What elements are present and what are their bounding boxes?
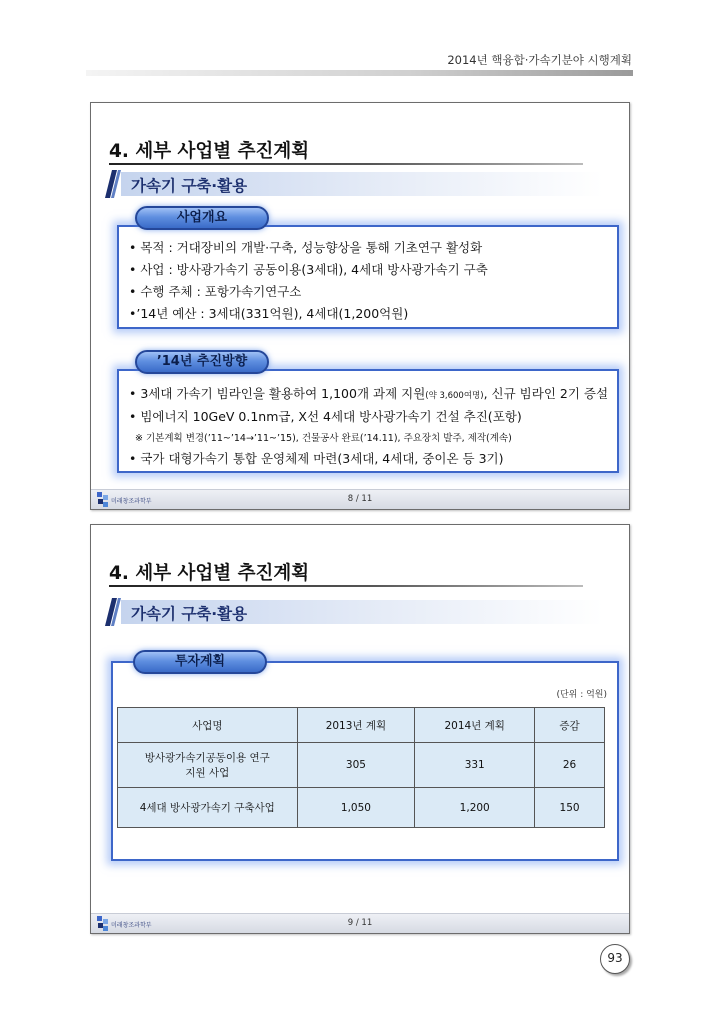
table-cell-name: 방사광가속기공동이용 연구 지원 사업 <box>118 743 298 788</box>
document-page-number: 93 <box>600 944 630 974</box>
overview-box <box>117 225 619 329</box>
subtitle-banner <box>103 169 603 199</box>
direction-note: ※ 기본계획 변경(’11~’14→’11~’15), 건물공사 완료(’14.11), 주요장치 발주, 제작(계속) <box>135 433 512 444</box>
unit-note: (단위 : 억원) <box>556 690 607 700</box>
slide-8 <box>90 102 630 510</box>
slide-footer <box>91 489 629 509</box>
direction-box <box>117 369 619 473</box>
title-underline <box>109 585 583 587</box>
banner-slash-icon <box>103 170 121 198</box>
ministry-name: 미래창조과학부 <box>111 922 152 929</box>
table-header-row <box>118 708 605 743</box>
direction-item-2: • 빔에너지 10GeV 0.1nm급, X선 4세대 방사광가속기 건설 추진(포항) <box>129 409 522 424</box>
overview-item: • 수행 주체 : 포항가속기연구소 <box>129 284 302 299</box>
direction-item-3: • 국가 대형가속기 통합 운영체제 마련(3세대, 4세대, 중이온 등 3기) <box>129 451 504 466</box>
column-header: 2013년 계획 <box>297 708 415 743</box>
table-cell: 1,200 <box>415 788 535 828</box>
overview-label: 사업개요 <box>135 206 269 230</box>
column-header: 2014년 계획 <box>415 708 535 743</box>
direction-item-1: • 3세대 가속기 빔라인을 활용하여 1,100개 과제 지원(약 3,600여명), 신규 빔라인 2기 증설 <box>129 386 609 401</box>
direction-label: ’14년 추진방향 <box>135 350 269 374</box>
slide-page-number: 8 / 11 <box>347 494 373 504</box>
table-cell: 1,050 <box>297 788 415 828</box>
investment-table <box>117 707 605 828</box>
slide-title: 4. 세부 사업별 추진계획 <box>109 563 310 584</box>
document-header-title: 2014년 핵융합·가속기분야 시행계획 <box>447 53 632 67</box>
slide-footer <box>91 913 629 933</box>
investment-label: 투자계획 <box>133 650 267 674</box>
table-cell: 150 <box>535 788 605 828</box>
subtitle-label: 가속기 구축·활용 <box>131 177 248 195</box>
table-row <box>118 788 605 828</box>
table-cell: 26 <box>535 743 605 788</box>
slide-9 <box>90 524 630 934</box>
banner-slash-icon <box>103 598 121 626</box>
ministry-name: 미래창조과학부 <box>111 498 152 505</box>
table-row <box>118 743 605 788</box>
overview-item: • 사업 : 방사광가속기 공동이용(3세대), 4세대 방사광가속기 구축 <box>129 262 488 277</box>
header-divider <box>86 70 633 76</box>
title-underline <box>109 163 583 165</box>
subtitle-banner <box>103 597 603 627</box>
overview-item: •’14년 예산 : 3세대(331억원), 4세대(1,200억원) <box>129 306 409 321</box>
column-header: 사업명 <box>118 708 298 743</box>
table-cell: 305 <box>297 743 415 788</box>
subtitle-label: 가속기 구축·활용 <box>131 605 248 623</box>
table-cell-name: 4세대 방사광가속기 구축사업 <box>118 788 298 828</box>
column-header: 증감 <box>535 708 605 743</box>
overview-item: • 목적 : 거대장비의 개발·구축, 성능향상을 통해 기초연구 활성화 <box>129 240 483 255</box>
slide-page-number: 9 / 11 <box>347 918 373 928</box>
slide-title: 4. 세부 사업별 추진계획 <box>109 141 310 162</box>
table-cell: 331 <box>415 743 535 788</box>
